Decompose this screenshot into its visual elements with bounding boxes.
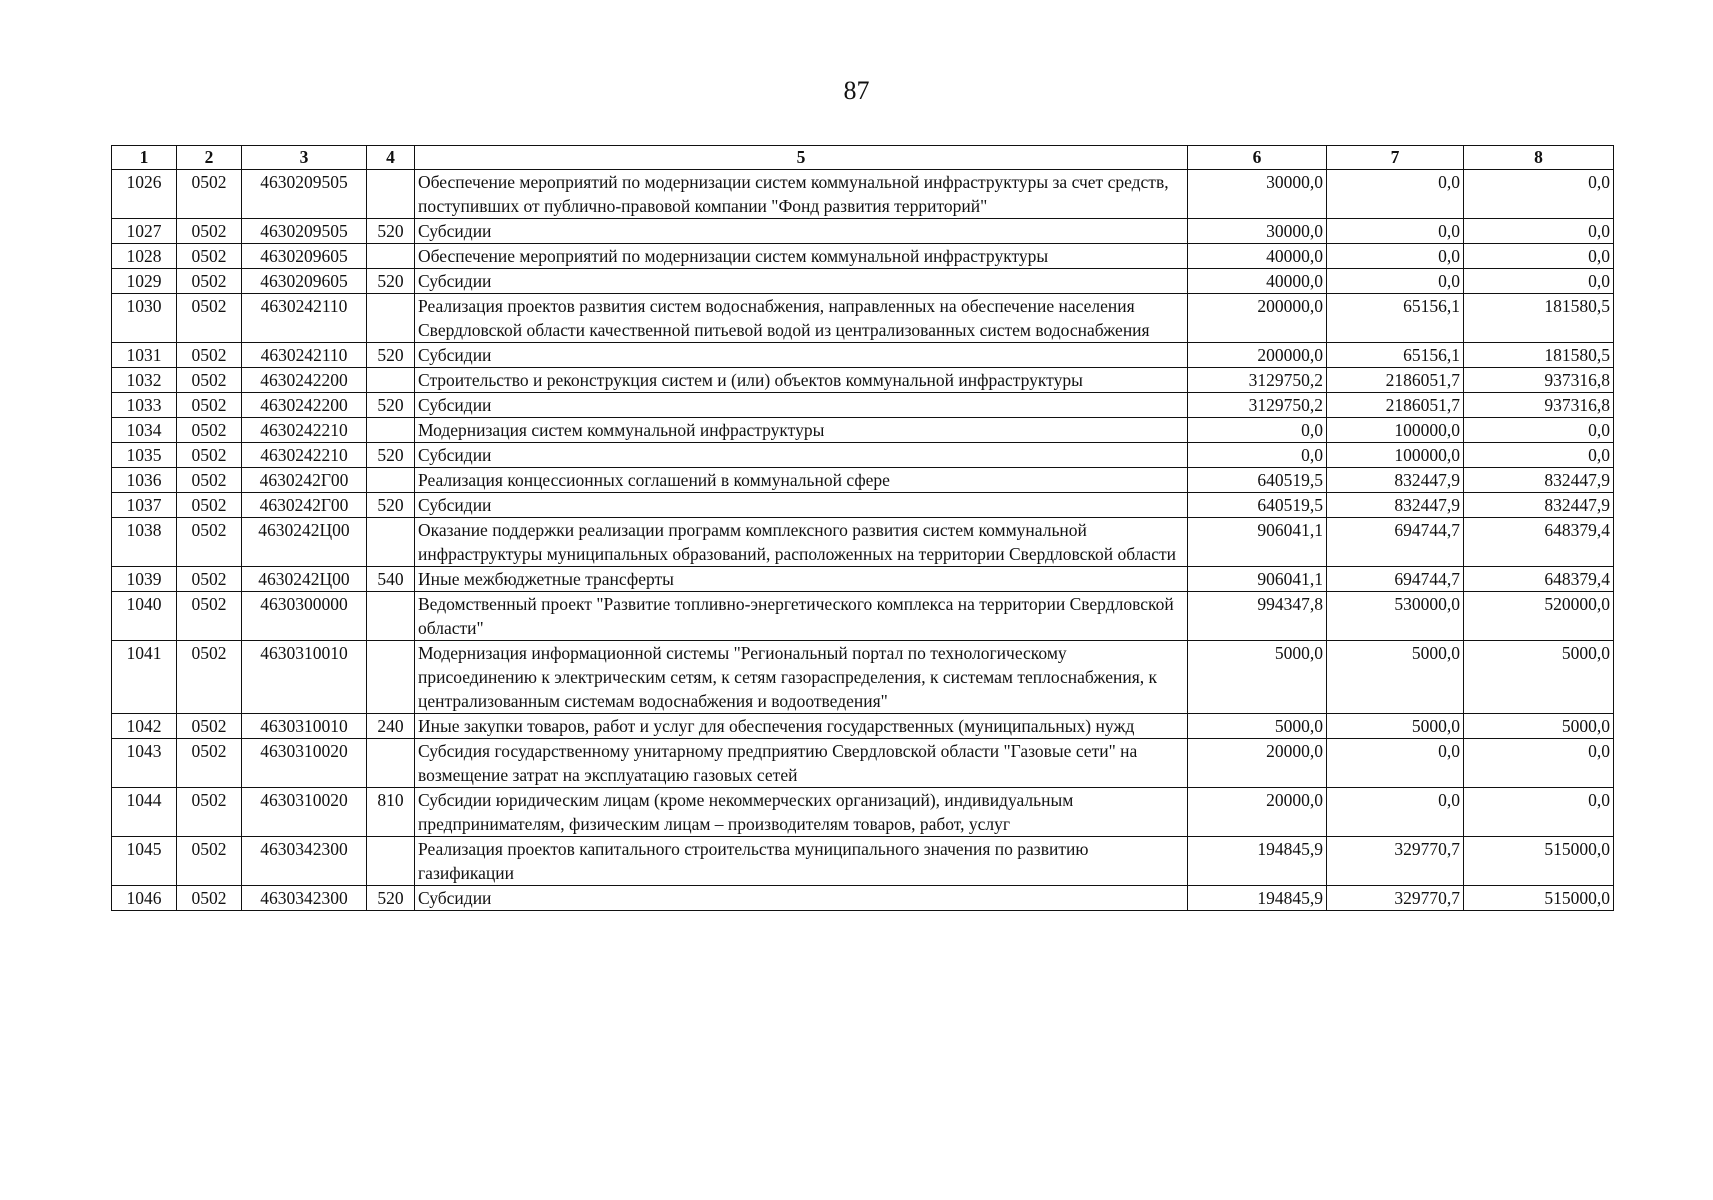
- row-number: 1040: [112, 592, 177, 641]
- amount-col-8: 0,0: [1464, 418, 1614, 443]
- expense-type-code: [367, 739, 415, 788]
- expense-type-code: 810: [367, 788, 415, 837]
- amount-col-8: 832447,9: [1464, 493, 1614, 518]
- amount-col-6: 906041,1: [1188, 518, 1327, 567]
- amount-col-6: 30000,0: [1188, 219, 1327, 244]
- amount-col-7: 694744,7: [1327, 518, 1464, 567]
- section-code: 0502: [177, 170, 242, 219]
- amount-col-8: 832447,9: [1464, 468, 1614, 493]
- target-article-code: 4630209605: [242, 269, 367, 294]
- section-code: 0502: [177, 592, 242, 641]
- amount-col-7: 100000,0: [1327, 443, 1464, 468]
- table-row: [112, 219, 1614, 244]
- amount-col-6: 0,0: [1188, 418, 1327, 443]
- row-number: 1041: [112, 641, 177, 714]
- amount-col-8: 0,0: [1464, 269, 1614, 294]
- amount-col-8: 937316,8: [1464, 368, 1614, 393]
- amount-col-8: 515000,0: [1464, 837, 1614, 886]
- amount-col-6: 200000,0: [1188, 294, 1327, 343]
- amount-col-6: 40000,0: [1188, 244, 1327, 269]
- row-number: 1035: [112, 443, 177, 468]
- expense-type-code: [367, 837, 415, 886]
- expense-type-code: [367, 418, 415, 443]
- expense-type-code: 520: [367, 269, 415, 294]
- expense-type-code: 520: [367, 393, 415, 418]
- amount-col-7: 832447,9: [1327, 468, 1464, 493]
- row-description: Субсидии: [415, 393, 1188, 418]
- amount-col-7: 0,0: [1327, 269, 1464, 294]
- row-number: 1028: [112, 244, 177, 269]
- amount-col-6: 40000,0: [1188, 269, 1327, 294]
- row-description: Субсидии: [415, 269, 1188, 294]
- amount-col-8: 5000,0: [1464, 641, 1614, 714]
- row-description: Субсидии: [415, 219, 1188, 244]
- table-row: [112, 886, 1614, 911]
- table-row: [112, 714, 1614, 739]
- section-code: 0502: [177, 567, 242, 592]
- table-row: [112, 518, 1614, 567]
- section-code: 0502: [177, 641, 242, 714]
- amount-col-6: 906041,1: [1188, 567, 1327, 592]
- expense-type-code: [367, 592, 415, 641]
- table-row: [112, 567, 1614, 592]
- amount-col-8: 648379,4: [1464, 567, 1614, 592]
- amount-col-6: 3129750,2: [1188, 393, 1327, 418]
- row-description: Реализация проектов капитального строительства муниципального значения по развитию газификации: [415, 837, 1188, 886]
- target-article-code: 4630242Г00: [242, 493, 367, 518]
- row-number: 1043: [112, 739, 177, 788]
- amount-col-6: 0,0: [1188, 443, 1327, 468]
- table-row: [112, 641, 1614, 714]
- expense-type-code: 520: [367, 886, 415, 911]
- row-description: Субсидии: [415, 493, 1188, 518]
- amount-col-6: 194845,9: [1188, 886, 1327, 911]
- amount-col-8: 5000,0: [1464, 714, 1614, 739]
- amount-col-7: 0,0: [1327, 219, 1464, 244]
- amount-col-7: 2186051,7: [1327, 368, 1464, 393]
- amount-col-6: 640519,5: [1188, 493, 1327, 518]
- section-code: 0502: [177, 244, 242, 269]
- table-body: [112, 170, 1614, 911]
- table-row: [112, 343, 1614, 368]
- column-header: 7: [1327, 146, 1464, 170]
- amount-col-7: 5000,0: [1327, 714, 1464, 739]
- header-row: [112, 146, 1614, 170]
- table-row: [112, 592, 1614, 641]
- target-article-code: 4630300000: [242, 592, 367, 641]
- column-header: 8: [1464, 146, 1614, 170]
- row-number: 1042: [112, 714, 177, 739]
- expense-type-code: [367, 641, 415, 714]
- table-row: [112, 244, 1614, 269]
- row-number: 1036: [112, 468, 177, 493]
- row-description: Иные межбюджетные трансферты: [415, 567, 1188, 592]
- target-article-code: 4630242Ц00: [242, 518, 367, 567]
- table-row: [112, 170, 1614, 219]
- amount-col-6: 20000,0: [1188, 788, 1327, 837]
- amount-col-7: 329770,7: [1327, 886, 1464, 911]
- target-article-code: 4630310010: [242, 714, 367, 739]
- amount-col-8: 937316,8: [1464, 393, 1614, 418]
- table-row: [112, 368, 1614, 393]
- amount-col-7: 5000,0: [1327, 641, 1464, 714]
- target-article-code: 4630242200: [242, 393, 367, 418]
- row-number: 1030: [112, 294, 177, 343]
- section-code: 0502: [177, 393, 242, 418]
- row-description: Субсидия государственному унитарному предприятию Свердловской области "Газовые сети" на возмещение затрат на эксплуатацию газовых сетей: [415, 739, 1188, 788]
- section-code: 0502: [177, 739, 242, 788]
- row-number: 1026: [112, 170, 177, 219]
- expense-type-code: [367, 468, 415, 493]
- expense-type-code: [367, 294, 415, 343]
- column-header: 4: [367, 146, 415, 170]
- row-number: 1031: [112, 343, 177, 368]
- row-description: Обеспечение мероприятий по модернизации систем коммунальной инфраструктуры: [415, 244, 1188, 269]
- target-article-code: 4630342300: [242, 886, 367, 911]
- amount-col-7: 329770,7: [1327, 837, 1464, 886]
- amount-col-8: 0,0: [1464, 170, 1614, 219]
- amount-col-7: 65156,1: [1327, 294, 1464, 343]
- row-description: Оказание поддержки реализации программ комплексного развития систем коммунальной инфраструктуры муниципальных образований, расположенных на территории Свердловской области: [415, 518, 1188, 567]
- amount-col-6: 200000,0: [1188, 343, 1327, 368]
- column-header: 1: [112, 146, 177, 170]
- expense-type-code: 240: [367, 714, 415, 739]
- column-header: 6: [1188, 146, 1327, 170]
- row-number: 1038: [112, 518, 177, 567]
- row-number: 1044: [112, 788, 177, 837]
- row-number: 1032: [112, 368, 177, 393]
- amount-col-8: 520000,0: [1464, 592, 1614, 641]
- row-description: Субсидии: [415, 343, 1188, 368]
- amount-col-8: 0,0: [1464, 788, 1614, 837]
- target-article-code: 4630209505: [242, 219, 367, 244]
- section-code: 0502: [177, 468, 242, 493]
- amount-col-7: 694744,7: [1327, 567, 1464, 592]
- row-description: Строительство и реконструкция систем и (или) объектов коммунальной инфраструктуры: [415, 368, 1188, 393]
- target-article-code: 4630242Г00: [242, 468, 367, 493]
- target-article-code: 4630242210: [242, 443, 367, 468]
- table-row: [112, 443, 1614, 468]
- table-row: [112, 788, 1614, 837]
- table-row: [112, 393, 1614, 418]
- expense-type-code: 540: [367, 567, 415, 592]
- amount-col-6: 30000,0: [1188, 170, 1327, 219]
- target-article-code: 4630242210: [242, 418, 367, 443]
- column-header: 5: [415, 146, 1188, 170]
- amount-col-6: 640519,5: [1188, 468, 1327, 493]
- row-number: 1034: [112, 418, 177, 443]
- amount-col-8: 515000,0: [1464, 886, 1614, 911]
- section-code: 0502: [177, 886, 242, 911]
- amount-col-6: 194845,9: [1188, 837, 1327, 886]
- expense-type-code: [367, 518, 415, 567]
- amount-col-7: 0,0: [1327, 170, 1464, 219]
- target-article-code: 4630242200: [242, 368, 367, 393]
- row-description: Реализация проектов развития систем водоснабжения, направленных на обеспечение населения Свердловской области качественной питьевой водой из централизованных систем водоснабжения: [415, 294, 1188, 343]
- row-number: 1046: [112, 886, 177, 911]
- section-code: 0502: [177, 269, 242, 294]
- table-row: [112, 294, 1614, 343]
- amount-col-8: 0,0: [1464, 443, 1614, 468]
- row-number: 1037: [112, 493, 177, 518]
- section-code: 0502: [177, 418, 242, 443]
- amount-col-7: 65156,1: [1327, 343, 1464, 368]
- expense-type-code: [367, 170, 415, 219]
- table-row: [112, 418, 1614, 443]
- section-code: 0502: [177, 294, 242, 343]
- target-article-code: 4630242110: [242, 343, 367, 368]
- amount-col-8: 648379,4: [1464, 518, 1614, 567]
- amount-col-6: 994347,8: [1188, 592, 1327, 641]
- row-description: Иные закупки товаров, работ и услуг для обеспечения государственных (муниципальных) нужд: [415, 714, 1188, 739]
- section-code: 0502: [177, 714, 242, 739]
- target-article-code: 4630209605: [242, 244, 367, 269]
- amount-col-7: 530000,0: [1327, 592, 1464, 641]
- expense-type-code: 520: [367, 443, 415, 468]
- amount-col-6: 5000,0: [1188, 714, 1327, 739]
- row-number: 1039: [112, 567, 177, 592]
- amount-col-7: 0,0: [1327, 788, 1464, 837]
- row-number: 1033: [112, 393, 177, 418]
- row-description: Субсидии юридическим лицам (кроме некоммерческих организаций), индивидуальным предпринимателям, физическим лицам – производителям товаров, работ, услуг: [415, 788, 1188, 837]
- amount-col-7: 0,0: [1327, 739, 1464, 788]
- table-row: [112, 269, 1614, 294]
- row-description: Субсидии: [415, 443, 1188, 468]
- expense-type-code: 520: [367, 219, 415, 244]
- row-description: Реализация концессионных соглашений в коммунальной сфере: [415, 468, 1188, 493]
- budget-table: [111, 145, 1614, 911]
- row-description: Обеспечение мероприятий по модернизации систем коммунальной инфраструктуры за счет средств, поступивших от публично-правовой компании "Фонд развития территорий": [415, 170, 1188, 219]
- row-description: Ведомственный проект "Развитие топливно-энергетического комплекса на территории Свердловской области": [415, 592, 1188, 641]
- section-code: 0502: [177, 493, 242, 518]
- row-number: 1029: [112, 269, 177, 294]
- table-row: [112, 739, 1614, 788]
- expense-type-code: [367, 244, 415, 269]
- section-code: 0502: [177, 343, 242, 368]
- table-row: [112, 493, 1614, 518]
- expense-type-code: [367, 368, 415, 393]
- target-article-code: 4630209505: [242, 170, 367, 219]
- column-header: 3: [242, 146, 367, 170]
- target-article-code: 4630242Ц00: [242, 567, 367, 592]
- amount-col-7: 100000,0: [1327, 418, 1464, 443]
- expense-type-code: 520: [367, 493, 415, 518]
- row-description: Модернизация систем коммунальной инфраструктуры: [415, 418, 1188, 443]
- amount-col-8: 181580,5: [1464, 294, 1614, 343]
- amount-col-8: 0,0: [1464, 244, 1614, 269]
- section-code: 0502: [177, 837, 242, 886]
- target-article-code: 4630310010: [242, 641, 367, 714]
- row-number: 1045: [112, 837, 177, 886]
- section-code: 0502: [177, 443, 242, 468]
- amount-col-6: 5000,0: [1188, 641, 1327, 714]
- row-number: 1027: [112, 219, 177, 244]
- table-row: [112, 468, 1614, 493]
- amount-col-7: 832447,9: [1327, 493, 1464, 518]
- amount-col-6: 3129750,2: [1188, 368, 1327, 393]
- page-number: 87: [843, 76, 870, 105]
- amount-col-8: 0,0: [1464, 219, 1614, 244]
- row-description: Субсидии: [415, 886, 1188, 911]
- row-description: Модернизация информационной системы "Региональный портал по технологическому присоединению к электрическим сетям, к сетям газораспределения, к системам теплоснабжения, к централизованным системам водоснабжения и водоотведения": [415, 641, 1188, 714]
- section-code: 0502: [177, 219, 242, 244]
- column-header: 2: [177, 146, 242, 170]
- section-code: 0502: [177, 518, 242, 567]
- target-article-code: 4630310020: [242, 788, 367, 837]
- amount-col-7: 0,0: [1327, 244, 1464, 269]
- table-header: [112, 146, 1614, 170]
- target-article-code: 4630310020: [242, 739, 367, 788]
- table-row: [112, 837, 1614, 886]
- amount-col-8: 181580,5: [1464, 343, 1614, 368]
- target-article-code: 4630242110: [242, 294, 367, 343]
- expense-type-code: 520: [367, 343, 415, 368]
- amount-col-6: 20000,0: [1188, 739, 1327, 788]
- section-code: 0502: [177, 788, 242, 837]
- amount-col-7: 2186051,7: [1327, 393, 1464, 418]
- section-code: 0502: [177, 368, 242, 393]
- target-article-code: 4630342300: [242, 837, 367, 886]
- amount-col-8: 0,0: [1464, 739, 1614, 788]
